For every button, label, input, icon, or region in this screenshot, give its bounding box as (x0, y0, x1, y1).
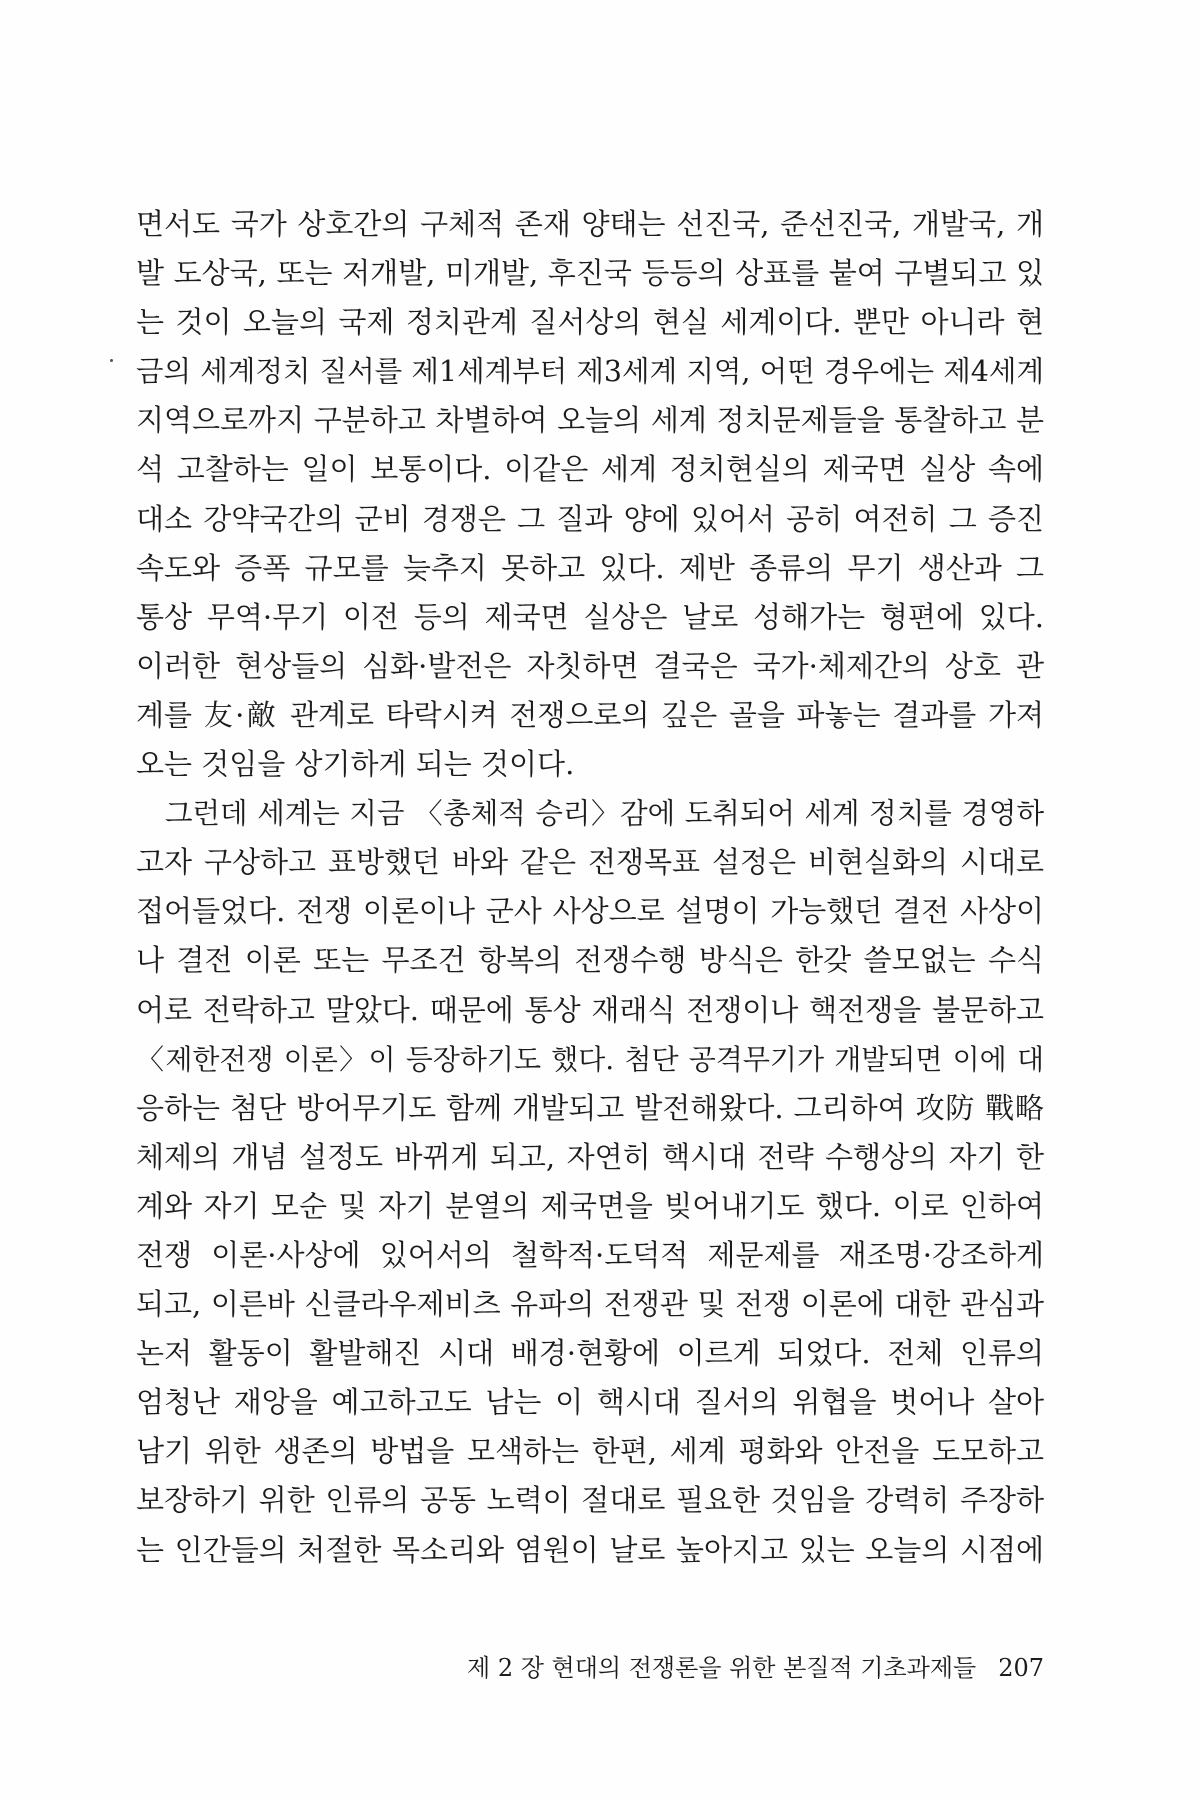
text-line: 금의 세계정치 질서를 제1세계부터 제3세계 지역, 어떤 경우에는 제4세계 (136, 355, 1044, 389)
text-line: 되고, 이른바 신클라우제비츠 유파의 전쟁관 및 전쟁 이론에 대한 관심과 (136, 1287, 1044, 1322)
text-line: 발 도상국, 또는 저개발, 미개발, 후진국 등등의 상표를 붙여 구별되고 있 (136, 256, 1044, 291)
text-line: 전쟁 이론·사상에 있어서의 철학적·도덕적 제문제를 재조명·강조하게 (136, 1237, 1044, 1272)
text-line: 는 인간들의 처절한 목소리와 염원이 날로 높아지고 있는 오늘의 시점에 (136, 1532, 1044, 1567)
text-line: 계와 자기 모순 및 자기 분열의 제국면을 빚어내기도 했다. 이로 인하여 (136, 1188, 1044, 1223)
text-line: 접어들었다. 전쟁 이론이나 군사 사상으로 설명이 가능했던 결전 사상이 (136, 894, 1044, 929)
text-line: 지역으로까지 구분하고 차별하여 오늘의 세계 정치문제들을 통찰하고 분 (136, 403, 1044, 438)
text-line: 고자 구상하고 표방했던 바와 같은 전쟁목표 설정은 비현실화의 시대로 (136, 845, 1044, 880)
text-line: 통상 무역·무기 이전 등의 제국면 실상은 날로 성해가는 형편에 있다. (136, 599, 1044, 634)
text-line: 계를 友·敵 관계로 타락시켜 전쟁으로의 깊은 골을 파놓는 결과를 가져 (136, 697, 1044, 732)
text-line: 보장하기 위한 인류의 공동 노력이 절대로 필요한 것임을 강력히 주장하 (136, 1483, 1044, 1518)
margin-dot (110, 359, 113, 362)
text-line: 대소 강약국간의 군비 경쟁은 그 질과 양에 있어서 공히 여전히 그 증진 (136, 501, 1044, 536)
text-line: 면서도 국가 상호간의 구체적 존재 양태는 선진국, 준선진국, 개발국, 개 (136, 207, 1044, 241)
text-line: 나 결전 이론 또는 무조건 항복의 전쟁수행 방식은 한갖 쓸모없는 수식 (136, 943, 1044, 978)
text-line: 체제의 개념 설정도 바뀌게 되고, 자연히 핵시대 전략 수행상의 자기 한 (136, 1139, 1044, 1174)
text-line: 엄청난 재앙을 예고하고도 남는 이 핵시대 질서의 위협을 벗어나 살아 (136, 1385, 1044, 1420)
page-number: 207 (998, 1654, 1044, 1682)
text-line: 응하는 첨단 방어무기도 함께 개발되고 발전해왔다. 그리하여 攻防 戰略 (136, 1090, 1044, 1125)
text-line: 어로 전락하고 말았다. 때문에 통상 재래식 전쟁이나 핵전쟁을 불문하고 (136, 992, 1044, 1027)
text-line: 이러한 현상들의 심화·발전은 자칫하면 결국은 국가·체제간의 상호 관 (136, 648, 1044, 683)
text-line: 〈제한전쟁 이론〉이 등장하기도 했다. 첨단 공격무기가 개발되면 이에 대 (136, 1042, 1044, 1076)
text-line: 남기 위한 생존의 방법을 모색하는 한편, 세계 평화와 안전을 도모하고 (136, 1434, 1044, 1469)
body-text (136, 200, 1044, 1575)
running-head: 제 2 장 현대의 전쟁론을 위한 본질적 기초과제들 (467, 1654, 977, 1682)
text-line: 논저 활동이 활발해진 시대 배경·현황에 이르게 되었다. 전체 인류의 (136, 1336, 1044, 1371)
paragraph-start-line: 그런데 세계는 지금 〈총체적 승리〉감에 도취되어 세계 정치를 경영하 (165, 797, 1044, 831)
text-line: 속도와 증폭 규모를 늦추지 못하고 있다. 제반 종류의 무기 생산과 그 (136, 550, 1044, 585)
page-footer (300, 1648, 1044, 1688)
text-line: 는 것이 오늘의 국제 정치관계 질서상의 현실 세계이다. 뿐만 아니라 현 (136, 305, 1044, 340)
paragraph-end-line: 오는 것임을 상기하게 되는 것이다. (136, 747, 575, 782)
text-line: 석 고찰하는 일이 보통이다. 이같은 세계 정치현실의 제국면 실상 속에 (136, 452, 1044, 487)
